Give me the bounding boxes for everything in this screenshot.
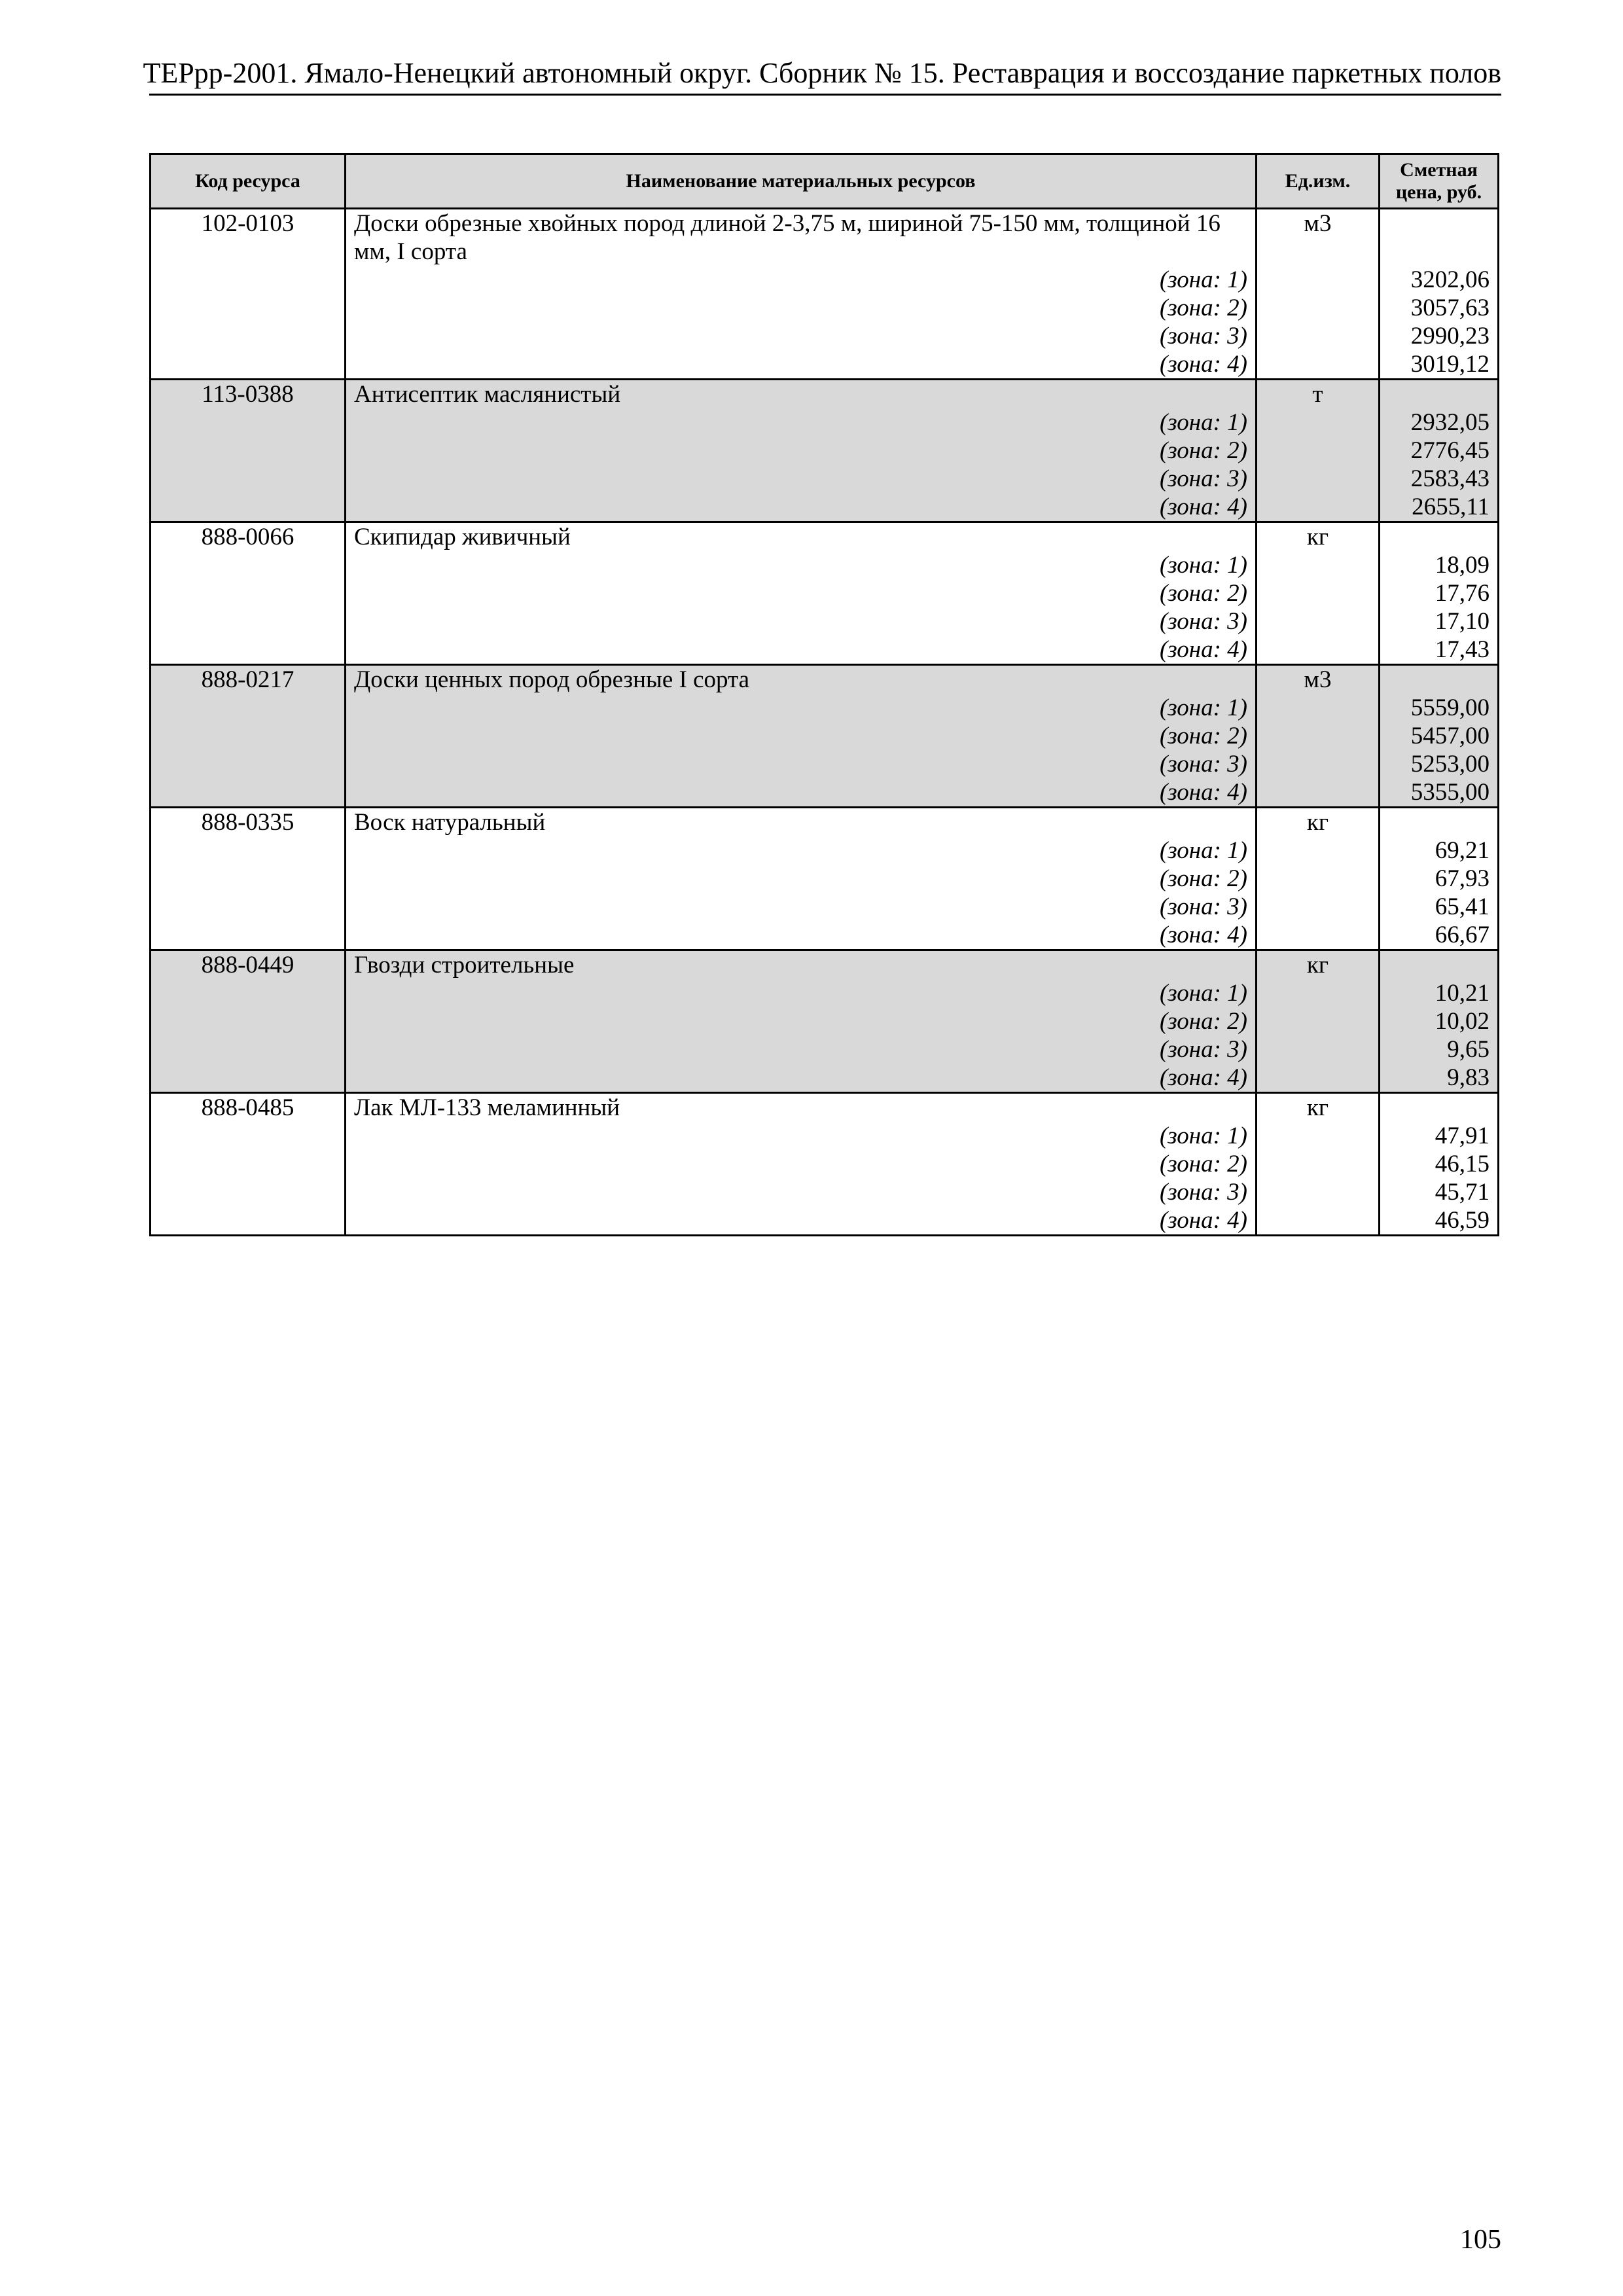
zone-unit-empty <box>1257 921 1380 950</box>
zone-label: (зона: 3) <box>346 750 1257 778</box>
resource-code: 888-0066 <box>151 522 346 552</box>
zone-label: (зона: 4) <box>346 921 1257 950</box>
zone-label: (зона: 2) <box>346 294 1257 322</box>
resource-unit: т <box>1257 380 1380 409</box>
zone-unit-empty <box>1257 1007 1380 1035</box>
zone-row <box>151 294 1499 322</box>
zone-price: 3019,12 <box>1380 350 1499 380</box>
zone-unit-empty <box>1257 1122 1380 1150</box>
zone-row <box>151 322 1499 350</box>
table-row <box>151 665 1499 694</box>
zone-price: 5253,00 <box>1380 750 1499 778</box>
zone-label: (зона: 4) <box>346 778 1257 808</box>
table-row <box>151 522 1499 552</box>
zone-row <box>151 1150 1499 1178</box>
resource-price-empty <box>1380 209 1499 266</box>
zone-row <box>151 865 1499 893</box>
zone-label: (зона: 4) <box>346 1206 1257 1236</box>
zone-unit-empty <box>1257 979 1380 1007</box>
zone-unit-empty <box>1257 1206 1380 1236</box>
zone-code-empty <box>151 1206 346 1236</box>
table-header-row <box>151 154 1499 209</box>
zone-label: (зона: 4) <box>346 350 1257 380</box>
resource-code: 888-0449 <box>151 950 346 980</box>
zone-row <box>151 579 1499 607</box>
zone-row <box>151 979 1499 1007</box>
zone-unit-empty <box>1257 750 1380 778</box>
zone-unit-empty <box>1257 1178 1380 1206</box>
zone-price: 47,91 <box>1380 1122 1499 1150</box>
zone-code-empty <box>151 465 346 493</box>
zone-code-empty <box>151 1150 346 1178</box>
zone-row <box>151 1206 1499 1236</box>
zone-price: 17,43 <box>1380 636 1499 665</box>
header-title: ТЕРрр-2001. Ямало-Ненецкий автономный округ. Сборник № 15. Реставрация и воссоздание паркетных полов <box>143 57 1501 89</box>
zone-price: 65,41 <box>1380 893 1499 921</box>
zone-unit-empty <box>1257 579 1380 607</box>
zone-row <box>151 778 1499 808</box>
zone-unit-empty <box>1257 836 1380 865</box>
zone-code-empty <box>151 551 346 579</box>
resource-unit: кг <box>1257 950 1380 980</box>
zone-row <box>151 408 1499 437</box>
resource-code: 113-0388 <box>151 380 346 409</box>
zone-label: (зона: 3) <box>346 607 1257 636</box>
zone-unit-empty <box>1257 694 1380 722</box>
zone-row <box>151 551 1499 579</box>
table-row <box>151 380 1499 409</box>
resource-price-empty <box>1380 1093 1499 1122</box>
zone-row <box>151 437 1499 465</box>
table-row <box>151 950 1499 980</box>
zone-price: 18,09 <box>1380 551 1499 579</box>
zone-unit-empty <box>1257 636 1380 665</box>
zone-row <box>151 750 1499 778</box>
column-header-code: Код ресурса <box>151 154 346 209</box>
zone-code-empty <box>151 1122 346 1150</box>
resource-name: Доски ценных пород обрезные I сорта <box>346 665 1257 694</box>
resource-code: 888-0335 <box>151 808 346 837</box>
zone-code-empty <box>151 408 346 437</box>
zone-label: (зона: 4) <box>346 1064 1257 1093</box>
zone-row <box>151 1035 1499 1064</box>
zone-code-empty <box>151 778 346 808</box>
resource-name: Лак МЛ-133 меламинный <box>346 1093 1257 1122</box>
resource-name: Доски обрезные хвойных пород длиной 2-3,75 м, шириной 75-150 мм, толщиной 16 мм, I сорта <box>346 209 1257 266</box>
zone-price: 67,93 <box>1380 865 1499 893</box>
zone-label: (зона: 3) <box>346 1178 1257 1206</box>
zone-code-empty <box>151 893 346 921</box>
table-row <box>151 808 1499 837</box>
zone-code-empty <box>151 1035 346 1064</box>
resource-unit: кг <box>1257 808 1380 837</box>
zone-price: 17,10 <box>1380 607 1499 636</box>
zone-price: 2990,23 <box>1380 322 1499 350</box>
zone-code-empty <box>151 1007 346 1035</box>
zone-row <box>151 465 1499 493</box>
zone-label: (зона: 1) <box>346 836 1257 865</box>
resource-code: 888-0485 <box>151 1093 346 1122</box>
zone-unit-empty <box>1257 408 1380 437</box>
zone-code-empty <box>151 322 346 350</box>
zone-price: 5355,00 <box>1380 778 1499 808</box>
zone-price: 69,21 <box>1380 836 1499 865</box>
resource-unit: м3 <box>1257 665 1380 694</box>
resource-name: Антисептик маслянистый <box>346 380 1257 409</box>
zone-row <box>151 607 1499 636</box>
zone-price: 2776,45 <box>1380 437 1499 465</box>
resource-name: Гвозди строительные <box>346 950 1257 980</box>
zone-row <box>151 921 1499 950</box>
zone-row <box>151 694 1499 722</box>
zone-label: (зона: 1) <box>346 266 1257 294</box>
zone-price: 46,15 <box>1380 1150 1499 1178</box>
zone-label: (зона: 3) <box>346 465 1257 493</box>
zone-code-empty <box>151 493 346 522</box>
zone-label: (зона: 2) <box>346 865 1257 893</box>
zone-unit-empty <box>1257 1064 1380 1093</box>
resource-code: 102-0103 <box>151 209 346 266</box>
zone-unit-empty <box>1257 465 1380 493</box>
resource-code: 888-0217 <box>151 665 346 694</box>
zone-unit-empty <box>1257 266 1380 294</box>
zone-label: (зона: 1) <box>346 694 1257 722</box>
zone-row <box>151 893 1499 921</box>
zone-code-empty <box>151 1064 346 1093</box>
zone-code-empty <box>151 607 346 636</box>
zone-code-empty <box>151 266 346 294</box>
zone-code-empty <box>151 437 346 465</box>
zone-code-empty <box>151 750 346 778</box>
zone-unit-empty <box>1257 607 1380 636</box>
resource-name: Скипидар живичный <box>346 522 1257 552</box>
zone-price: 9,83 <box>1380 1064 1499 1093</box>
zone-price: 5457,00 <box>1380 722 1499 750</box>
zone-code-empty <box>151 722 346 750</box>
zone-code-empty <box>151 350 346 380</box>
zone-unit-empty <box>1257 778 1380 808</box>
zone-label: (зона: 2) <box>346 437 1257 465</box>
resource-unit: м3 <box>1257 209 1380 266</box>
zone-price: 2583,43 <box>1380 465 1499 493</box>
resource-name: Воск натуральный <box>346 808 1257 837</box>
zone-label: (зона: 2) <box>346 1150 1257 1178</box>
column-header-price <box>1380 154 1499 209</box>
zone-label: (зона: 2) <box>346 1007 1257 1035</box>
resource-price-empty <box>1380 950 1499 980</box>
zone-code-empty <box>151 921 346 950</box>
zone-label: (зона: 3) <box>346 1035 1257 1064</box>
zone-row <box>151 1178 1499 1206</box>
zone-row <box>151 266 1499 294</box>
zone-label: (зона: 3) <box>346 322 1257 350</box>
resource-price-empty <box>1380 665 1499 694</box>
resource-price-empty <box>1380 808 1499 837</box>
zone-unit-empty <box>1257 1150 1380 1178</box>
zone-unit-empty <box>1257 1035 1380 1064</box>
page-number: 105 <box>1460 2225 1501 2255</box>
zone-price: 46,59 <box>1380 1206 1499 1236</box>
zone-row <box>151 1064 1499 1093</box>
zone-price: 5559,00 <box>1380 694 1499 722</box>
zone-row <box>151 493 1499 522</box>
zone-row <box>151 722 1499 750</box>
zone-code-empty <box>151 836 346 865</box>
zone-price: 10,21 <box>1380 979 1499 1007</box>
column-header-name: Наименование материальных ресурсов <box>346 154 1257 209</box>
zone-code-empty <box>151 1178 346 1206</box>
resource-price-empty <box>1380 522 1499 552</box>
zone-price: 66,67 <box>1380 921 1499 950</box>
zone-code-empty <box>151 636 346 665</box>
zone-unit-empty <box>1257 322 1380 350</box>
zone-code-empty <box>151 694 346 722</box>
zone-price: 10,02 <box>1380 1007 1499 1035</box>
table-body <box>151 209 1499 1236</box>
resource-price-empty <box>1380 380 1499 409</box>
zone-row <box>151 636 1499 665</box>
zone-row <box>151 836 1499 865</box>
zone-unit-empty <box>1257 893 1380 921</box>
zone-code-empty <box>151 865 346 893</box>
zone-label: (зона: 3) <box>346 893 1257 921</box>
zone-label: (зона: 4) <box>346 493 1257 522</box>
zone-price: 2932,05 <box>1380 408 1499 437</box>
zone-row <box>151 350 1499 380</box>
zone-price: 2655,11 <box>1380 493 1499 522</box>
zone-code-empty <box>151 579 346 607</box>
zone-label: (зона: 1) <box>346 408 1257 437</box>
column-header-unit: Ед.изм. <box>1257 154 1380 209</box>
zone-row <box>151 1122 1499 1150</box>
table-row <box>151 209 1499 266</box>
table-row <box>151 1093 1499 1122</box>
column-header-price-line1: Сметная <box>1400 159 1478 181</box>
zone-label: (зона: 2) <box>346 579 1257 607</box>
zone-label: (зона: 1) <box>346 1122 1257 1150</box>
zone-unit-empty <box>1257 350 1380 380</box>
zone-unit-empty <box>1257 722 1380 750</box>
zone-price: 3057,63 <box>1380 294 1499 322</box>
column-header-price-line2: цена, руб. <box>1395 181 1482 203</box>
zone-label: (зона: 1) <box>346 979 1257 1007</box>
zone-unit-empty <box>1257 551 1380 579</box>
zone-price: 45,71 <box>1380 1178 1499 1206</box>
resource-unit: кг <box>1257 1093 1380 1122</box>
zone-unit-empty <box>1257 493 1380 522</box>
zone-unit-empty <box>1257 294 1380 322</box>
zone-unit-empty <box>1257 865 1380 893</box>
resource-unit: кг <box>1257 522 1380 552</box>
zone-code-empty <box>151 294 346 322</box>
zone-row <box>151 1007 1499 1035</box>
page-header <box>143 54 1501 96</box>
zone-price: 17,76 <box>1380 579 1499 607</box>
zone-label: (зона: 2) <box>346 722 1257 750</box>
zone-code-empty <box>151 979 346 1007</box>
zone-label: (зона: 4) <box>346 636 1257 665</box>
zone-label: (зона: 1) <box>346 551 1257 579</box>
zone-price: 9,65 <box>1380 1035 1499 1064</box>
resources-table <box>149 153 1499 1236</box>
zone-unit-empty <box>1257 437 1380 465</box>
zone-price: 3202,06 <box>1380 266 1499 294</box>
